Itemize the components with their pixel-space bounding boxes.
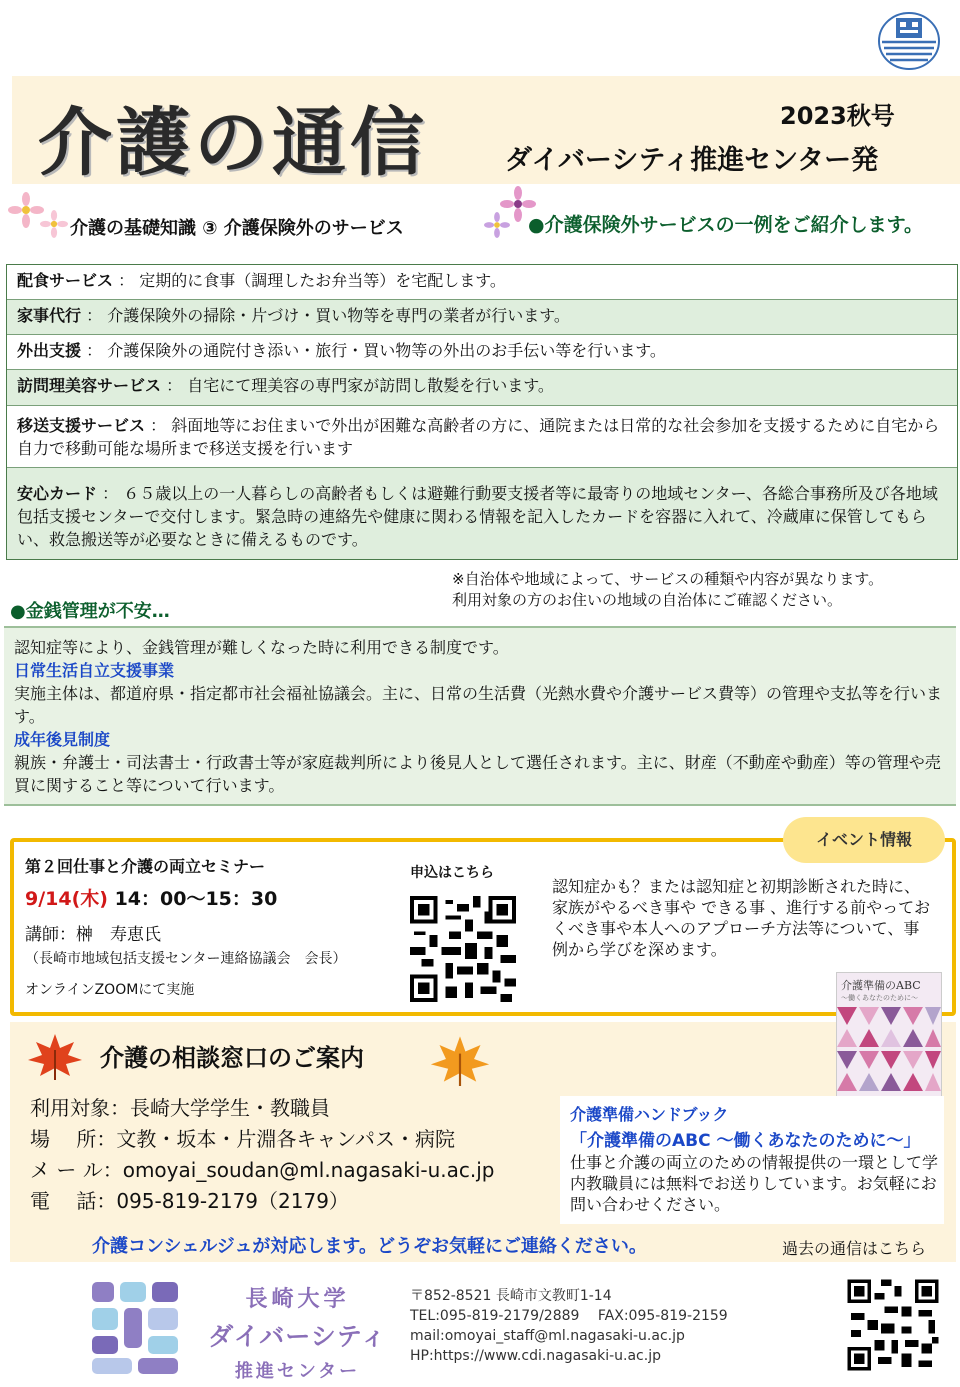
money-item-title: 成年後見制度	[14, 730, 111, 749]
lecturer-affiliation: （長崎市地域包括支援センター連絡協議会 会長）	[25, 951, 347, 967]
service-note	[452, 569, 883, 611]
service-desc: 介護保険外の通院付き添い・旅行・買い物等の外出のお手伝い等を行います。	[107, 341, 666, 360]
money-intro: 認知症等により、金銭管理が難しくなった時に利用できる制度です。	[14, 638, 509, 657]
handbook-cover-subtitle: ～働くあなたのために～	[841, 994, 918, 1002]
triangle-pattern	[837, 1007, 941, 1107]
org-name-line: ダイバーシティ	[208, 1322, 387, 1351]
consult-phone[interactable]: 電 話：095-819-2179（2179）	[30, 1189, 349, 1213]
autumn-leaf-icon	[24, 1030, 86, 1080]
service-desc: 介護保険外の掃除・片づけ・買い物等を専門の業者が行います。	[107, 306, 570, 325]
handbook-description: 仕事と介護の両立のための情報提供の一環として学内教職員には無料でお送りしています。お気軽にお問い合わせください。	[570, 1153, 939, 1214]
service-name: 外出支援	[17, 341, 82, 360]
service-desc: ６５歳以上の一人暮らしの高齢者もしくは避難行動要支援者等に最寄りの地域センター、各総合事務所及び各地域包括支援センターで交付します。緊急時の連絡先や健康に関わる情報を記入したカードを容器に入れて、冷蔵庫に保管してもらい、救急搬送等が必要なときに備えるものです。	[17, 484, 938, 549]
service-desc: 斜面地等にお住まいで外出が困難な高齢者の方に、通院または日常的な社会参加を支援するために自宅から自力で移動可能な場所まで移送支援を行います	[17, 416, 940, 458]
service-row-transport	[7, 406, 957, 468]
money-item-title: 日常生活自立支援事業	[14, 661, 175, 680]
publisher-label: ダイバーシティ推進センター発	[505, 145, 879, 176]
note-line: 利用対象の方のお住いの地域の自治体にご確認ください。	[452, 591, 843, 609]
seminar-datetime	[25, 884, 277, 911]
service-name: 配食サービス	[17, 271, 114, 290]
service-separator: ：	[113, 271, 140, 290]
handbook-cover-title: 介護準備のABC	[841, 979, 921, 992]
service-name: 移送支援サービス	[17, 416, 146, 435]
service-list	[6, 264, 958, 560]
section-subheading: 介護の基礎知識 ③ 介護保険外のサービス	[70, 218, 404, 239]
apply-label: 申込はこちら	[410, 865, 494, 881]
service-name: 安心カード	[17, 484, 98, 503]
contact-mail[interactable]: mail:omoyai_staff@ml.nagasaki-u.ac.jp	[410, 1328, 685, 1344]
online-note: オンラインZOOMにて実施	[25, 982, 195, 998]
consult-mail[interactable]: メ ー ル：omoyai_soudan@ml.nagasaki-u.ac.jp	[30, 1158, 495, 1182]
org-name-line: 推進センター	[234, 1361, 361, 1382]
seminar-time: 14：00～15：30	[107, 888, 278, 910]
cosmos-flower-icon	[484, 212, 510, 238]
issue-label: 2023秋号	[780, 102, 895, 130]
service-row-outing	[7, 335, 957, 370]
homepage-link[interactable]: HP:https://www.cdi.nagasaki-u.ac.jp	[410, 1348, 661, 1364]
cosmos-flower-icon	[40, 210, 68, 238]
consult-title: 介護の相談窓口のご案内	[100, 1044, 364, 1072]
diversity-center-logo-icon	[90, 1280, 180, 1376]
handbook-label: 介護準備ハンドブック	[570, 1105, 729, 1124]
service-separator: ：	[81, 306, 108, 325]
service-separator: ：	[145, 416, 172, 435]
service-row-safety-card	[7, 468, 957, 559]
lecturer: 講師：榊 寿恵氏	[25, 925, 161, 945]
service-intro-heading: ●介護保険外サービスの一例をご紹介します。	[528, 214, 924, 236]
apply-qr-code-icon[interactable]	[406, 892, 520, 1006]
tel-fax: TEL:095-819-2179/2889 FAX:095-819-2159	[410, 1308, 728, 1324]
handbook-title: 「介護準備のABC ～働くあなたのために～」	[570, 1131, 921, 1151]
seminar-title: 第２回仕事と介護の両立セミナー	[25, 857, 266, 876]
service-separator: ：	[81, 341, 108, 360]
event-description: 認知症かも？または認知症と初期診断された時に、家族がやるべき事や できる事 、進行する前やっておくべき事や本人へのアプローチ方法等について、事例から学びを深めます。	[552, 877, 931, 959]
service-name: 訪問理美容サービス	[17, 376, 162, 395]
seminar-date: 9/14(木)	[25, 888, 108, 910]
service-row-housework	[7, 300, 957, 335]
note-line: ※自治体や地域によって、サービスの種類や内容が異なります。	[452, 570, 884, 588]
consult-place: 場 所：文教・坂本・片淵各キャンパス・病院	[30, 1127, 455, 1151]
concierge-message: 介護コンシェルジュが対応します。どうぞお気軽にご連絡ください。	[92, 1236, 647, 1257]
consult-target: 利用対象：長崎大学学生・教職員	[30, 1096, 330, 1120]
service-desc: 定期的に食事（調理したお弁当等）を宅配します。	[139, 271, 506, 290]
past-issues-link[interactable]: 過去の通信はこちら	[782, 1239, 927, 1258]
event-badge: イベント情報	[783, 817, 945, 863]
cosmos-flower-icon	[8, 192, 44, 228]
handbook-cover-image	[836, 972, 942, 1116]
autumn-leaf-icon	[426, 1032, 494, 1086]
service-row-beauty	[7, 370, 957, 406]
service-separator: ：	[161, 376, 188, 395]
money-heading: ●金銭管理が不安…	[10, 601, 170, 622]
university-seal-logo	[876, 10, 942, 72]
postal-address: 〒852-8521 長崎市文教町1-14	[410, 1288, 612, 1304]
service-desc: 自宅にて理美容の専門家が訪問し散髪を行います。	[187, 376, 554, 395]
contact-address	[410, 1286, 728, 1366]
service-name: 家事代行	[17, 306, 82, 325]
money-item-desc: 実施主体は、都道府県・指定都市社会福祉協議会。主に、日常の生活費（光熱水費や介護サービス費等）の管理や支払等を行います。	[14, 684, 943, 726]
newsletter-title: 介護の通信	[38, 100, 428, 186]
money-box	[4, 626, 956, 806]
money-item-desc: 親族・弁護士・司法書士・行政書士等が家庭裁判所により後見人として選任されます。主に、財産（不動産や動産）等の管理や売買に関すること等について行います。	[14, 753, 941, 795]
organization-name	[205, 1282, 390, 1383]
service-separator: ：	[97, 484, 124, 503]
past-issues-qr-code-icon[interactable]	[844, 1276, 942, 1374]
service-row-meal	[7, 265, 957, 300]
org-name-line: 長崎大学	[245, 1287, 350, 1312]
